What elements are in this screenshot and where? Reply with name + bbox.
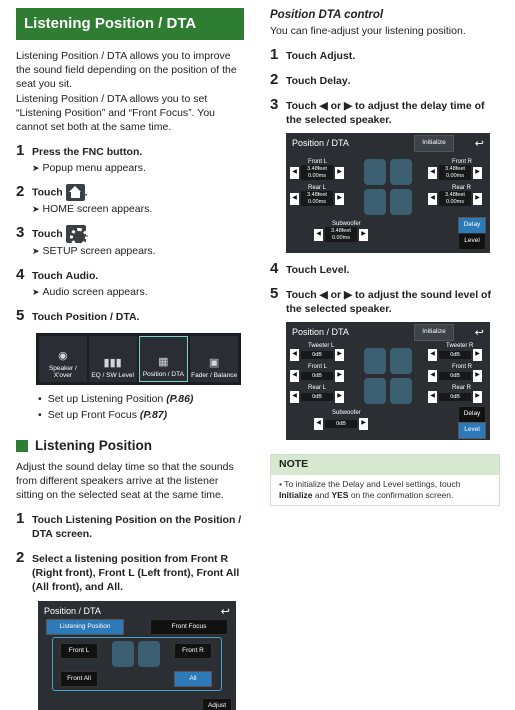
step-1: 1 Press the FNC button. [16,141,143,159]
front-l-button[interactable]: Front L [60,643,98,660]
step-4: 4 Touch Audio. [16,266,99,284]
subsection-text: Adjust the sound delay time so that the sounds from different speakers arrive at the listener sitting on the selected seat at the same time. [16,461,234,502]
right-column [270,8,500,506]
control-intro: You can fine-adjust your listening position. [270,25,466,38]
level-button[interactable]: Level [458,422,486,439]
initialize-button[interactable]: Initialize [414,324,454,341]
right-arrow-icon[interactable]: ▶ [473,391,482,403]
left-column [16,8,244,710]
left-arrow-icon[interactable]: ◀ [290,167,299,179]
r-step-1: 1 Touch Adjust. [270,46,356,64]
left-arrow-icon[interactable]: ◀ [428,167,437,179]
r-step-4: 4 Touch Level. [270,260,350,278]
subsection-title: Listening Position [16,437,244,455]
front-all-button[interactable]: Front All [60,671,98,688]
front-r-delay-control: ◀ 3.48feet 0.00ms ▶ [428,165,482,180]
section-square-icon [16,440,28,452]
initialize-button[interactable]: Initialize [414,135,454,152]
level-button[interactable]: Level [458,233,486,250]
bullet-listening-position: • Set up Listening Position (P.86) [38,393,244,407]
left-arrow-icon[interactable]: ◀ [290,391,299,403]
left-arrow-icon[interactable]: ◀ [428,349,437,361]
menu-position-dta[interactable]: ▦ Position / DTA [139,336,189,382]
front-r-level-control: ◀ 0dB ▶ [428,370,482,382]
step-2-result: ➤ HOME screen appears. [32,203,153,216]
step-1-result: ➤ Popup menu appears. [32,161,146,174]
right-arrow-icon[interactable]: ▶ [359,229,368,241]
listening-position-screen: Position / DTA ↩ Listening Position Front Focus Front L Front R Front All All Adjust [38,601,236,710]
tweeter-r-level-control: ◀ 0dB ▶ [428,349,482,361]
front-l-delay-control: ◀ 3.48feet 0.00ms ▶ [290,165,344,180]
home-icon [66,184,85,201]
left-arrow-icon[interactable]: ◀ [290,193,299,205]
menu-eq-sw-level[interactable]: ▮▮▮ EQ / SW Level [89,336,137,382]
car-seats-icon [112,641,160,667]
fader-icon: ▣ [208,357,220,370]
speaker-icon: ◉ [58,349,68,362]
car-seats-icon [364,348,412,404]
step-4-result: ➤ Audio screen appears. [32,286,148,299]
left-arrow-icon[interactable]: ◀ [428,370,437,382]
tweeter-l-level-control: ◀ 0dB ▶ [290,349,344,361]
audio-menu-screenshot [36,333,241,385]
gear-icon [66,225,86,243]
control-title: Position DTA control [270,9,384,21]
left-arrow-icon[interactable]: ◀ [428,193,437,205]
intro-paragraph-2: Listening Position / DTA allows you to set “Listening Position” and “Front Focus”. You cannot set both at the same time. [16,92,216,133]
all-button[interactable]: All [174,671,212,688]
eq-icon: ▮▮▮ [103,357,122,370]
r-step-5: 5 Touch ◀ or ▶ to adjust the sound level of the selected speaker. [270,285,491,315]
adjust-button[interactable]: Adjust [202,698,232,710]
step-5: 5 Touch Position / DTA. [16,307,140,325]
subwoofer-level-control: ◀ 0dB ▶ [314,418,368,430]
left-arrow-icon[interactable]: ◀ [314,418,323,430]
tab-front-focus[interactable]: Front Focus [150,619,228,636]
r-step-3: 3 Touch ◀ or ▶ to adjust the delay time of the selected speaker. [270,96,485,127]
note-heading: NOTE [271,455,499,475]
back-icon[interactable]: ↩ [474,138,484,151]
right-arrow-icon[interactable]: ▶ [473,167,482,179]
seat-icon: ▦ [158,356,169,369]
left-arrow-icon[interactable]: ◀ [290,349,299,361]
right-arrow-icon[interactable]: ▶ [335,167,344,179]
right-arrow-icon[interactable]: ▶ [473,370,482,382]
right-arrow-icon[interactable]: ▶ [359,418,368,430]
level-screen: Position / DTA ↩ Initialize Tweeter L ◀ 0dB ▶ Tweeter R ◀ 0dB ▶ Front L ◀ 0dB ▶ Front R ◀ 0dB ▶ Rear L ◀ 0dB ▶ Rear R ◀ 0dB ▶ Subwoofer ◀ 0dB ▶ Delay Level [286,322,490,440]
delay-button[interactable]: Delay [458,406,486,423]
note-body: • To initialize the Delay and Level settings, touch Initialize and YES on the confirmation screen. [279,478,461,501]
car-seats-icon [364,159,412,215]
step-3: 3 Touch [16,225,244,243]
rear-r-level-control: ◀ 0dB ▶ [428,391,482,403]
menu-speaker-xover[interactable]: ◉ Speaker / X'over [39,336,87,382]
setup-links [38,393,244,423]
front-r-button[interactable]: Front R [174,643,212,660]
back-icon[interactable]: ↩ [220,605,230,618]
rear-l-level-control: ◀ 0dB ▶ [290,391,344,403]
right-arrow-icon[interactable]: ▶ [473,193,482,205]
front-l-level-control: ◀ 0dB ▶ [290,370,344,382]
bullet-front-focus: • Set up Front Focus (P.87) [38,409,244,423]
left-arrow-icon[interactable]: ◀ [314,229,323,241]
intro-paragraph-1: Listening Position / DTA allows you to improve the sound field depending on the position of the seat you sit. [16,49,237,90]
tab-listening-position[interactable]: Listening Position [46,619,124,636]
subwoofer-delay-control: ◀ 3.48feet 0.00ms ▶ [314,227,368,242]
lp-step-2: 2 Select a listening position from Front R (Right front), Front L (Left front), Front All (All front), and All. [16,548,240,593]
r-step-2: 2 Touch Delay. [270,71,351,89]
right-arrow-icon[interactable]: ▶ [473,349,482,361]
menu-fader-balance[interactable]: ▣ Fader / Balance [190,336,238,382]
left-arrow-icon[interactable]: ◀ [290,370,299,382]
rear-l-delay-control: ◀ 3.48feet 0.00ms ▶ [290,191,344,206]
step-3-result: ➤ SETUP screen appears. [32,245,156,258]
delay-screen: Position / DTA ↩ Initialize Front L ◀ 3.48feet 0.00ms ▶ Front R ◀ 3.48feet 0.00ms ▶ Rear L ◀ 3.48feet 0.00ms ▶ Rear R ◀ 3.48feet 0.00ms ▶ Subwoofer ◀ 3.48feet 0.00ms ▶ Delay Level [286,133,490,253]
right-arrow-icon[interactable]: ▶ [335,370,344,382]
rear-r-delay-control: ◀ 3.48feet 0.00ms ▶ [428,191,482,206]
right-arrow-icon[interactable]: ▶ [335,391,344,403]
lp-step-1: 1 Touch Listening Position on the Position / DTA screen. [16,509,242,540]
section-title: Listening Position / DTA [16,8,244,40]
right-arrow-icon[interactable]: ▶ [335,193,344,205]
right-arrow-icon[interactable]: ▶ [335,349,344,361]
note-box [270,454,500,507]
step-2: 2 Touch . [16,182,88,200]
delay-button[interactable]: Delay [458,217,486,234]
left-arrow-icon[interactable]: ◀ [428,391,437,403]
back-icon[interactable]: ↩ [474,326,484,339]
